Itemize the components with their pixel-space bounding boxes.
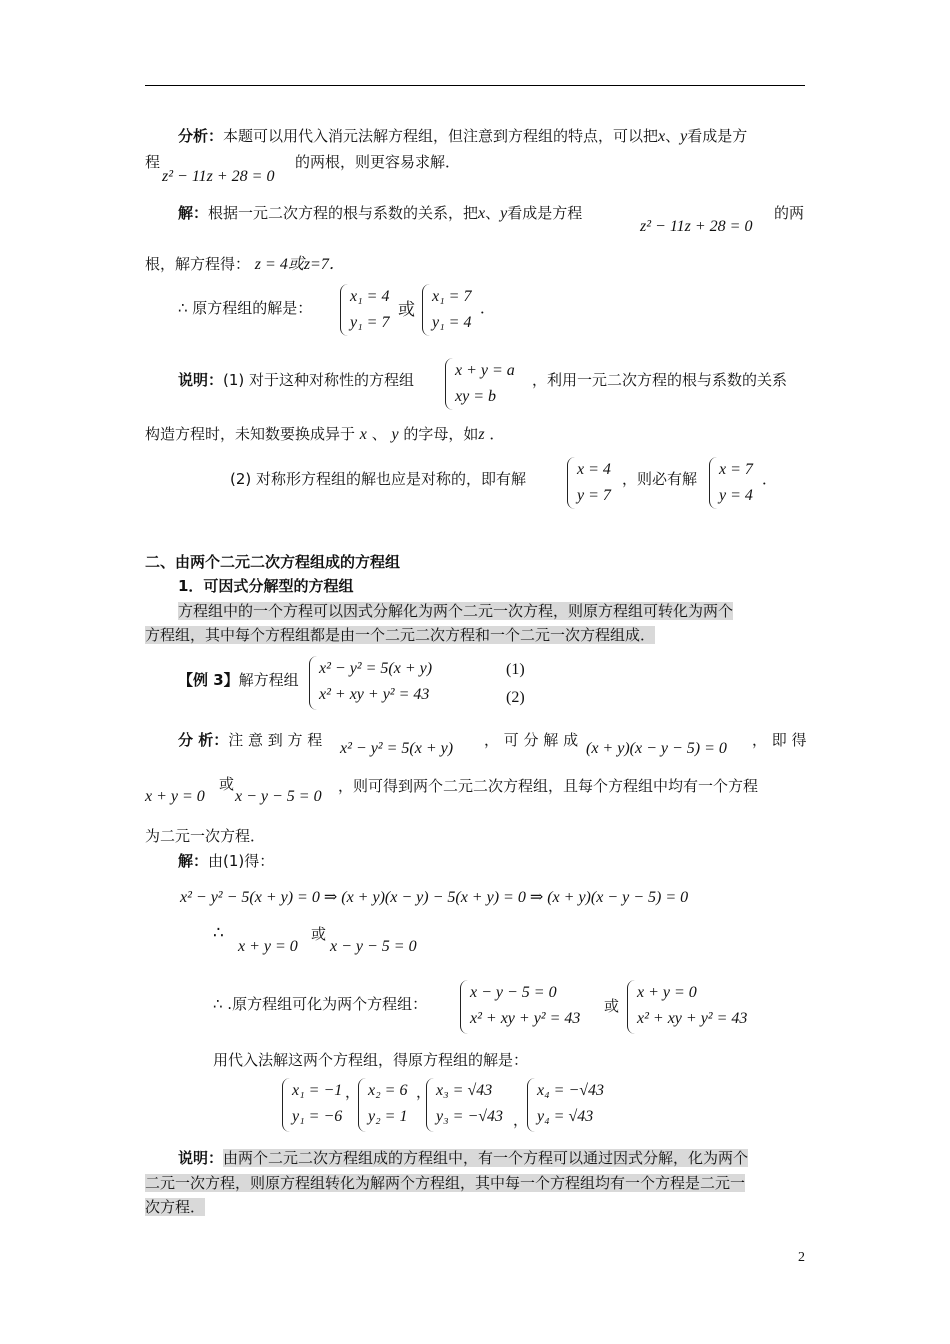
page-number: 2 bbox=[798, 1250, 805, 1265]
analysis-2-t2: ， 可 分 解 成 bbox=[484, 731, 579, 749]
system-symmetric: x + y = a xy = b bbox=[445, 358, 515, 410]
intro-line2: 方程组，其中每个方程组都是由一个二元二次方程和一个二元一次方程组成． bbox=[145, 626, 656, 644]
section-heading: 二、由两个二元二次方程组成的方程组 bbox=[145, 553, 401, 571]
factor-or: 或 bbox=[311, 925, 327, 943]
period: ． bbox=[480, 299, 496, 317]
substitution-text: 用代入法解这两个方程组，得原方程组的解是： bbox=[213, 1051, 529, 1069]
solution-line2: 根，解方程得： z = 4或z=7． bbox=[145, 255, 345, 273]
eq-number-1: (1) bbox=[506, 661, 525, 678]
equation-z: z² − 11z + 28 = 0 bbox=[162, 168, 275, 185]
note-2: (2) 对称形方程组的解也应是对称的，即有解 bbox=[230, 470, 527, 488]
note-3-line2: 二元一次方程，则原方程组转化为解两个方程组，其中每一个方程组均有一个方程是二元一 bbox=[145, 1174, 746, 1192]
analysis-2-eq2: (x + y)(x − y − 5) = 0 bbox=[586, 740, 727, 757]
system-a: x − y − 5 = 0 x² + xy + y² = 43 bbox=[460, 980, 580, 1034]
system-solution-2: x₁ = 7 y₁ = 4 bbox=[422, 284, 471, 336]
example-3-label: 【例 3】解方程组 bbox=[178, 671, 299, 689]
factoring-chain: x² − y² − 5(x + y) = 0 ⇒ (x + y)(x − y) − 5(x + y) = 0 ⇒ (x + y)(x − y − 5) = 0 bbox=[180, 889, 689, 906]
analysis-2-t3: ， 即 得 bbox=[752, 731, 807, 749]
transform-text: ∴ .原方程组可化为两个方程组： bbox=[213, 995, 428, 1013]
note-3-line3: 次方程． bbox=[145, 1198, 206, 1216]
note-1-line2: 构造方程时，未知数要换成异于 x 、 y 的字母，如z ． bbox=[145, 425, 505, 443]
comma-3: ， bbox=[513, 1111, 529, 1129]
note-1-tail: ，利用一元二次方程的根与系数的关系 bbox=[532, 371, 788, 389]
analysis-2-eq4: x − y − 5 = 0 bbox=[235, 788, 322, 805]
analysis-paragraph-1-tail: 的两根，则更容易求解． bbox=[295, 153, 461, 171]
analysis-2-t4: ，则可得到两个二元二次方程组，且每个方程组中均有一个方程 bbox=[338, 777, 759, 795]
equation-z-2: z² − 11z + 28 = 0 bbox=[640, 218, 753, 235]
note-1: 说明：(1) 对于这种对称性的方程组 bbox=[178, 371, 415, 389]
or-word: 或 bbox=[398, 300, 415, 320]
analysis-2-or: 或 bbox=[219, 775, 235, 793]
solution-set-2: x₂ = 6 y₂ = 1 bbox=[358, 1078, 407, 1132]
system-sol-b: x = 7 y = 4 bbox=[709, 457, 753, 509]
period-2: ． bbox=[762, 470, 778, 488]
solution-paragraph: 解：根据一元二次方程的根与系数的关系，把x、y看成是方程 bbox=[178, 204, 583, 222]
system-sol-a: x = 4 y = 7 bbox=[567, 457, 611, 509]
solution-set-4: x₄ = −√43 y₄ = √43 bbox=[527, 1078, 604, 1132]
analysis-2-eq1: x² − y² = 5(x + y) bbox=[340, 740, 454, 757]
eq-number-2: (2) bbox=[506, 689, 525, 706]
subsection-heading: 1．可因式分解型的方程组 bbox=[178, 577, 354, 595]
analysis-2-line3: 为二元一次方程． bbox=[145, 827, 266, 845]
header-rule bbox=[145, 85, 805, 86]
comma-1: ， bbox=[345, 1083, 361, 1101]
analysis-2-line1: 分 析：注 意 到 方 程 bbox=[178, 731, 323, 749]
comma-2: ， bbox=[416, 1083, 432, 1101]
example-3-system: x² − y² = 5(x + y) x² + xy + y² = 43 bbox=[309, 656, 432, 710]
factor-eq2: x − y − 5 = 0 bbox=[330, 938, 417, 955]
therefore-line: ∴ 原方程组的解是： bbox=[178, 299, 313, 317]
solution-tail: 的两 bbox=[774, 204, 805, 222]
factor-eq1: x + y = 0 bbox=[238, 938, 298, 955]
intro-line1: 方程组中的一个方程可以因式分解化为两个二元一次方程，则原方程组可转化为两个 bbox=[178, 602, 734, 620]
solution-set-3: x₃ = √43 y₃ = −√43 bbox=[426, 1078, 503, 1132]
solution-2-label: 解：由(1)得： bbox=[178, 852, 275, 870]
therefore-symbol: ∴ bbox=[213, 923, 224, 943]
note-3-line1: 说明：由两个二元二次方程组成的方程组中，有一个方程可以通过因式分解，化为两个 bbox=[178, 1149, 749, 1167]
solution-set-1: x₁ = −1 y₁ = −6 bbox=[282, 1078, 342, 1132]
system-b: x + y = 0 x² + xy + y² = 43 bbox=[627, 980, 747, 1034]
note-2-mid: ，则必有解 bbox=[622, 470, 698, 488]
analysis-paragraph-1-line2: 程 bbox=[145, 153, 161, 171]
analysis-2-eq3: x + y = 0 bbox=[145, 788, 205, 805]
analysis-paragraph-1: 分析：本题可以用代入消元法解方程组，但注意到方程组的特点，可以把x、y看成是方 bbox=[178, 127, 748, 145]
system-solution-1: x₁ = 4 y₁ = 7 bbox=[340, 284, 389, 336]
system-or: 或 bbox=[604, 997, 620, 1015]
